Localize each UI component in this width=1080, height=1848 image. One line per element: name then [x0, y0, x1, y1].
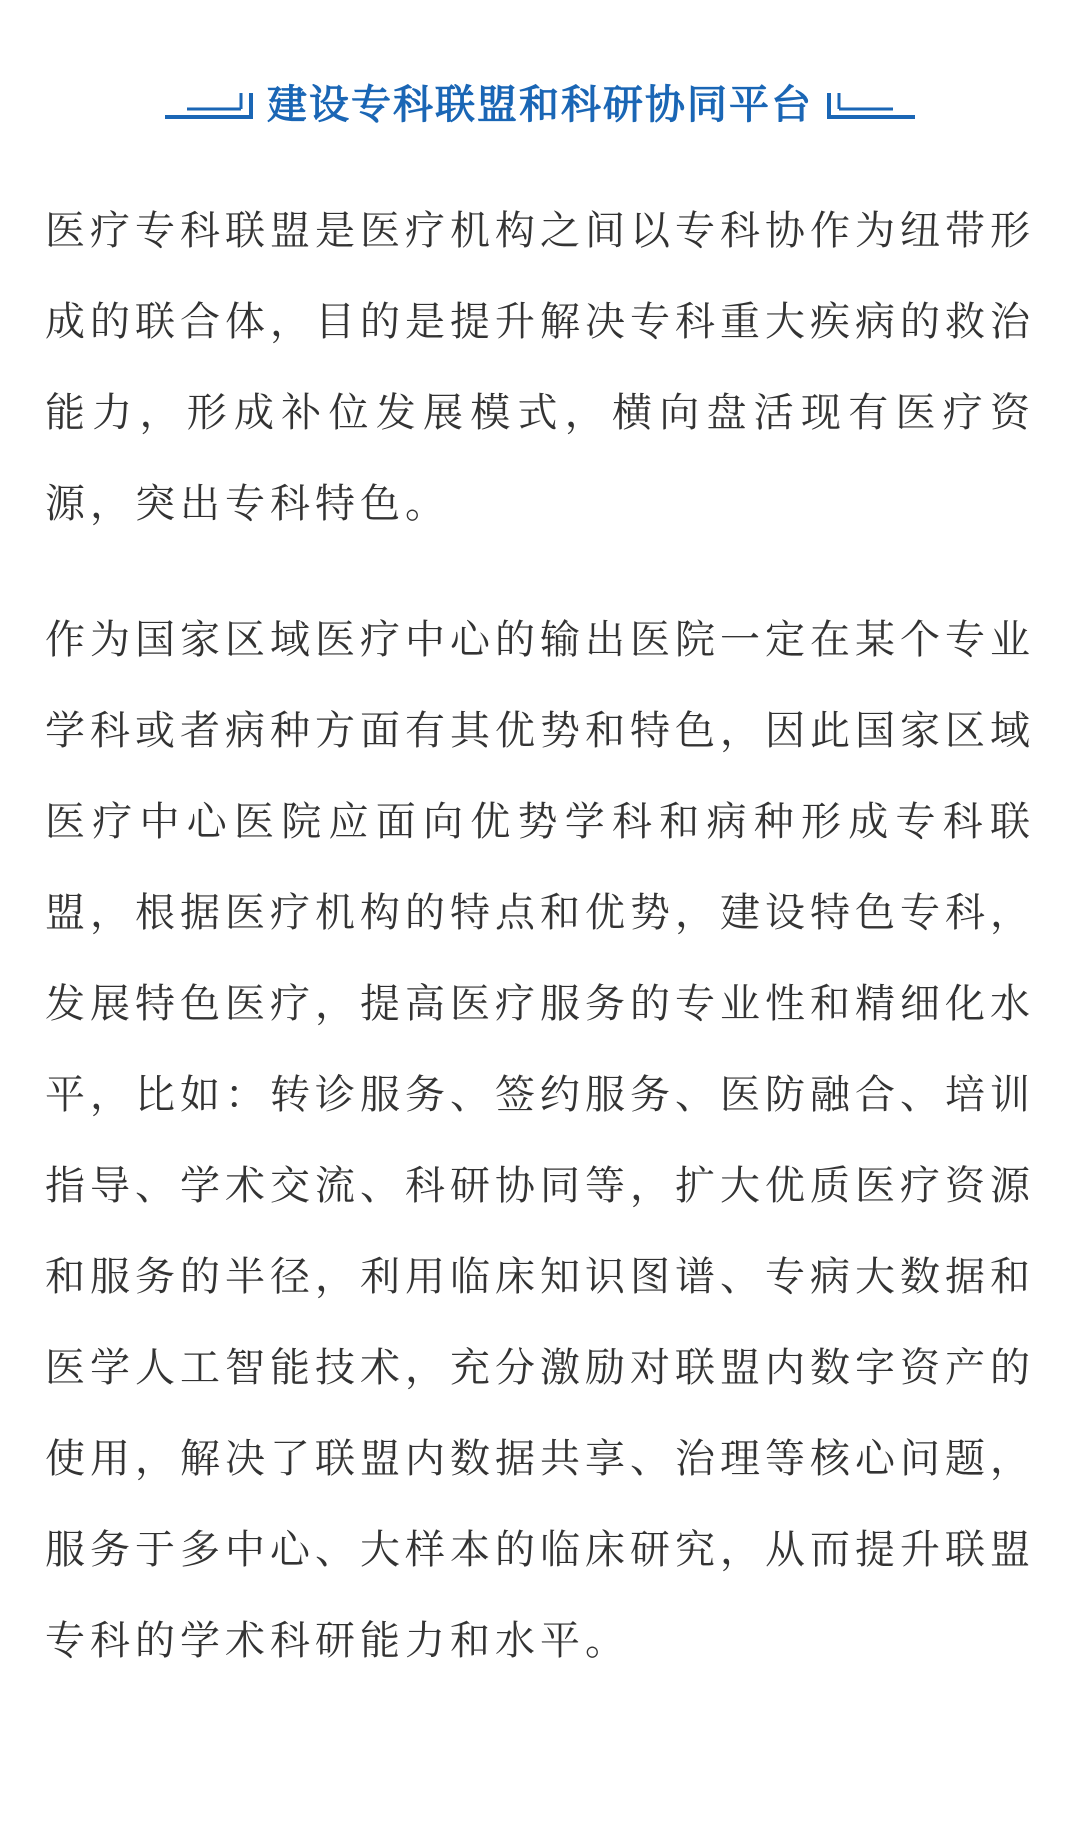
section-heading	[0, 70, 1080, 140]
paragraph-regional-center: 作为国家区域医疗中心的输出医院一定在某个专业学科或者病种方面有其优势和特色，因此国家区域医疗中心医院应面向优势学科和病种形成专科联盟，根据医疗机构的特点和优势，建设特色专科，发展特色医疗，提高医疗服务的专业性和精细化水平，比如：转诊服务、签约服务、医防融合、培训指导、学术交流、科研协同等，扩大优质医疗资源和服务的半径，利用临床知识图谱、专病大数据和医学人工智能技术，充分激励对联盟内数字资产的使用，解决了联盟内数据共享、治理等核心问题，服务于多中心、大样本的临床研究，从而提升联盟专科的学术科研能力和水平。	[45, 617, 1035, 1664]
section-title: 建设专科联盟和科研协同平台	[267, 82, 813, 128]
paragraph-specialty-alliance: 医疗专科联盟是医疗机构之间以专科协作为纽带形成的联合体，目的是提升解决专科重大疾病的救治能力，形成补位发展模式，横向盘活现有医疗资源，突出专科特色。	[45, 208, 1035, 527]
double-line-bracket-left-icon	[153, 87, 253, 123]
double-line-bracket-right-icon	[827, 87, 927, 123]
article-body	[45, 186, 1035, 1687]
